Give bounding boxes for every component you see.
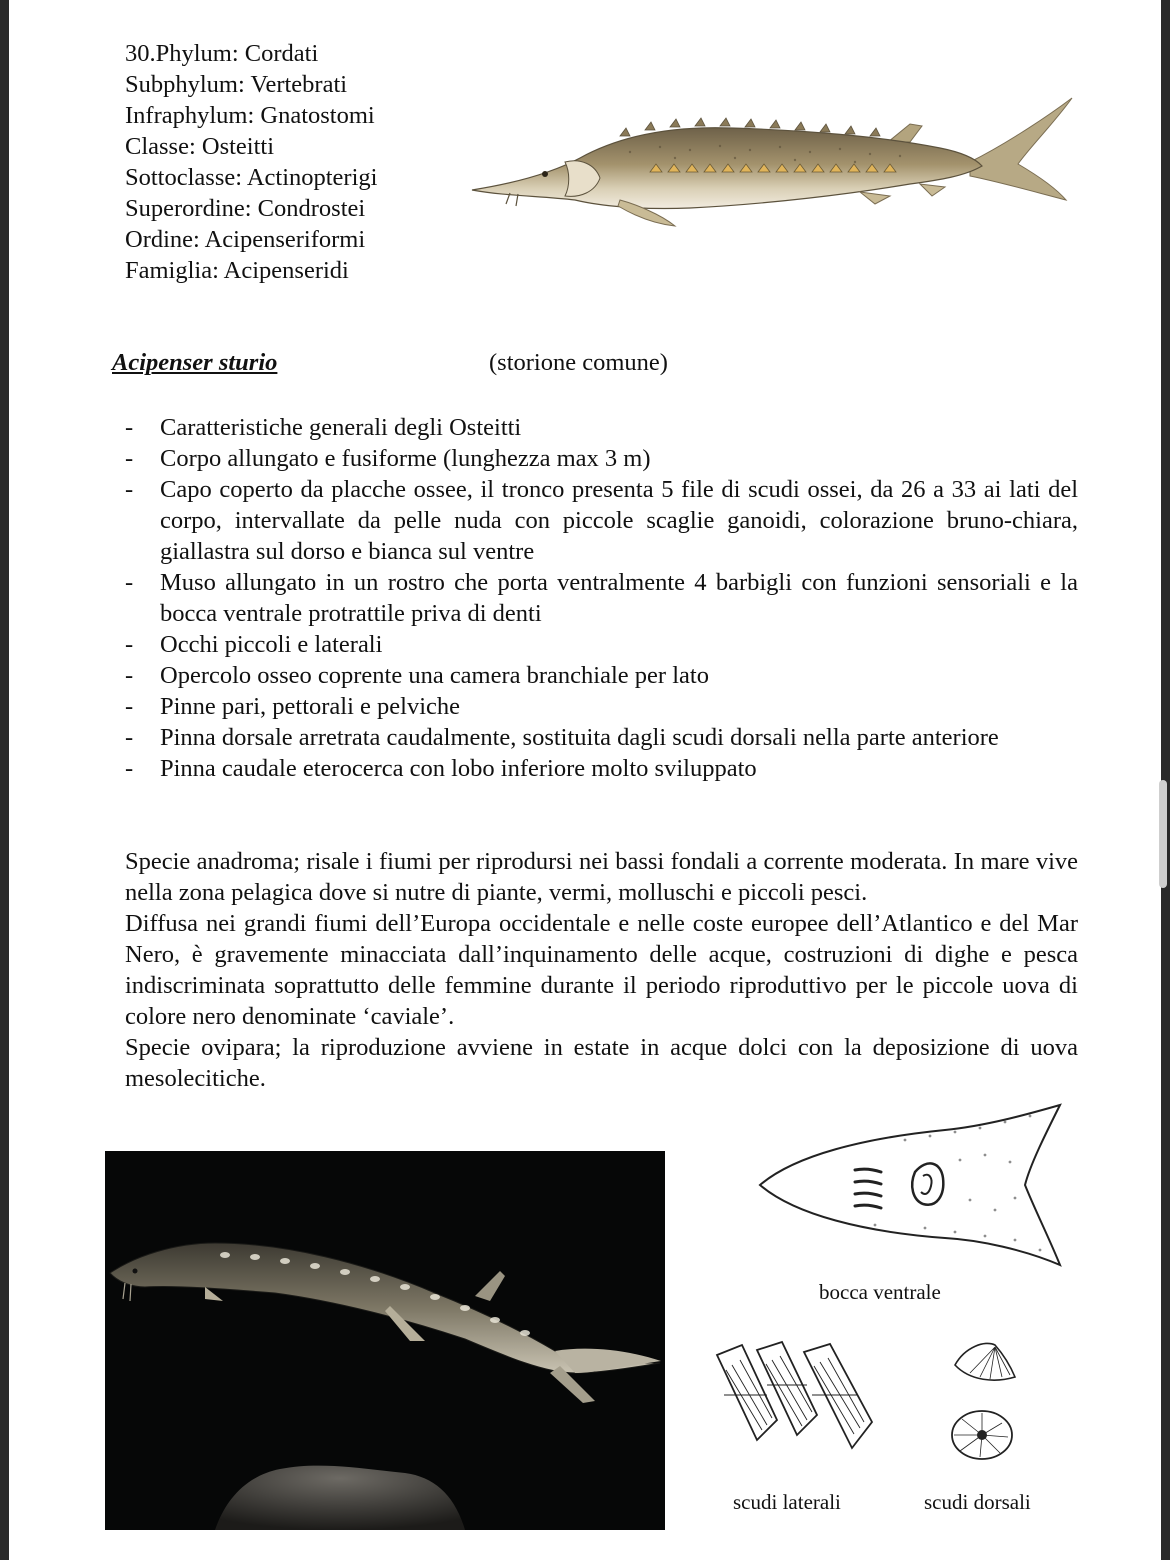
- species-scientific-name: Acipenser sturio: [112, 349, 278, 376]
- lateral-scutes-drawing: [712, 1340, 882, 1455]
- list-item: [125, 443, 1078, 474]
- caption-dorsal-scutes: scudi dorsali: [924, 1490, 1031, 1514]
- traits-list: [125, 412, 1078, 784]
- bullet-dash: -: [125, 693, 134, 720]
- bullet-dash: -: [125, 414, 134, 441]
- list-item: [125, 691, 1078, 722]
- species-common-name: (storione comune): [489, 349, 668, 376]
- bullet-dash: -: [125, 445, 134, 472]
- bullet-dash: -: [125, 662, 134, 689]
- list-item: [125, 629, 1078, 660]
- bullet-dash: -: [125, 569, 134, 596]
- list-item: [125, 660, 1078, 691]
- dorsal-scutes-drawing: [940, 1335, 1025, 1470]
- trait-text: Muso allungato in un rostro che porta ventralmente 4 barbigli con funzioni sensoriali e la bocca ventrale protrattile priva di denti: [160, 569, 1078, 627]
- ventral-mouth-drawing: [755, 1100, 1065, 1275]
- bullet-dash: -: [125, 724, 134, 751]
- taxonomy-order: Ordine: Acipenseriformi: [125, 226, 366, 253]
- sturgeon-photo: [105, 1151, 665, 1530]
- list-item: [125, 412, 1078, 443]
- trait-text: Capo coperto da placche ossee, il tronco presenta 5 file di scudi ossei, da 26 a 33 ai lati del corpo, intervallate da pelle nuda con piccole scaglie ganoidi, colorazione bruno-chiara, giallastra sul dorso e bianca sul ventre: [160, 476, 1078, 565]
- caption-lateral-scutes: scudi laterali: [733, 1490, 841, 1514]
- taxonomy-infraphylum: Infraphylum: Gnatostomi: [125, 102, 375, 129]
- paragraph-habitat: Specie anadroma; risale i fiumi per riprodursi nei bassi fondali a corrente moderata. In mare vive nella zona pelagica dove si nutre di piante, vermi, molluschi e piccoli pesci.: [125, 848, 1078, 906]
- viewer-left-edge: [0, 0, 9, 1560]
- paragraph-reproduction: Specie ovipara; la riproduzione avviene in estate in acque dolci con la deposizione di uova mesolecitiche.: [125, 1034, 1078, 1092]
- list-item: [125, 474, 1078, 567]
- list-item: [125, 722, 1078, 753]
- description-paragraphs: [125, 846, 1078, 1094]
- paragraph-distribution: Diffusa nei grandi fiumi dell’Europa occidentale e nelle coste europee dell’Atlantico e del Mar Nero, è gravemente minacciata dall’inquinamento delle acque, costruzioni di dighe e pesca indiscriminata soprattutto delle femmine durante il periodo riproduttivo per le piccole uova di colore nero denominate ‘caviale’.: [125, 910, 1078, 1030]
- trait-text: Pinne pari, pettorali e pelviche: [160, 693, 461, 720]
- taxonomy-class: Classe: Osteitti: [125, 133, 275, 160]
- trait-text: Pinna dorsale arretrata caudalmente, sostituita dagli scudi dorsali nella parte anteriore: [160, 724, 999, 751]
- taxonomy-family: Famiglia: Acipenseridi: [125, 257, 349, 284]
- trait-text: Pinna caudale eterocerca con lobo inferiore molto sviluppato: [160, 755, 757, 782]
- list-item: [125, 753, 1078, 784]
- taxonomy-phylum: 30.Phylum: Cordati: [125, 40, 319, 67]
- trait-text: Caratteristiche generali degli Osteitti: [160, 414, 522, 441]
- taxonomy-subclass: Sottoclasse: Actinopterigi: [125, 164, 378, 191]
- bullet-dash: -: [125, 476, 134, 503]
- trait-text: Corpo allungato e fusiforme (lunghezza max 3 m): [160, 445, 651, 472]
- list-item: [125, 567, 1078, 629]
- trait-text: Occhi piccoli e laterali: [160, 631, 383, 658]
- taxonomy-superorder: Superordine: Condrostei: [125, 195, 366, 222]
- sturgeon-illustration: [470, 92, 1075, 242]
- trait-text: Opercolo osseo coprente una camera branchiale per lato: [160, 662, 709, 689]
- scrollbar-thumb[interactable]: [1159, 780, 1167, 888]
- taxonomy-list: [125, 38, 377, 286]
- bullet-dash: -: [125, 755, 134, 782]
- bullet-dash: -: [125, 631, 134, 658]
- caption-ventral-mouth: bocca ventrale: [819, 1280, 941, 1304]
- taxonomy-subphylum: Subphylum: Vertebrati: [125, 71, 348, 98]
